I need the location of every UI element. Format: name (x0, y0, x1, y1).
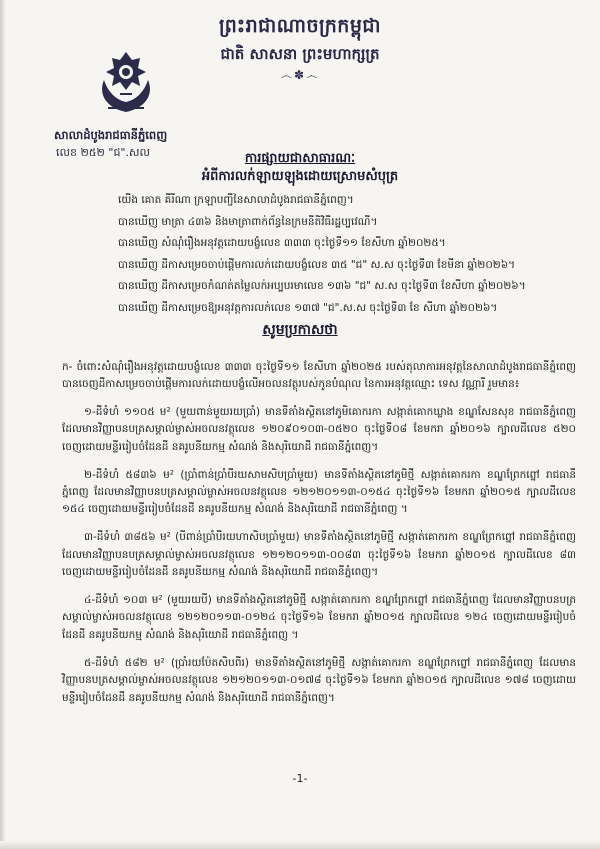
preamble-line: បានឃើញ ដីកាសម្រេចកំណត់តម្លៃលក់អប្បបរមាលេខ ១៣៦ "ជ" ស.ស ចុះថ្ងៃទី៣ ខែសីហា ឆ្នាំ២០២៦។ (118, 280, 526, 293)
issuing-court-name: សាលាដំបូងរាជធានីភ្នំពេញ (54, 128, 168, 142)
document-body (62, 348, 576, 711)
reference-number: លេខ ២៥២ "ជ".សល (56, 146, 150, 159)
property-item: ២-ដីទំហំ ៥៨៣៦ ម² (ប្រាំពាន់ប្រាំបីរយសាមសិបប្រាំមួយ) មានទីតាំងស្ថិតនៅភូមិថ្មី សង្កាត់គោករកា ខណ្ឌព្រែកព្នៅ រាជធានីភ្នំពេញ ដែលមានវិញ្ញាបនបត្រសម្គាល់ម្ចាស់អចលនវត្ថុលេខ ១២១២០១១៣-០១៥៤ ចុះថ្ងៃទី១៦ ខែមករា ឆ្នាំ២០១៥ ក្បាលដីលេខ ១៥៤ ចេញដោយមន្ទីររៀបចំដែនដី នគរូបនីយកម្ម សំណង់ និងសុរិយោដី រាជធានីភ្នំពេញ ។ (62, 468, 576, 516)
property-item: ៤-ដីទំហំ ១០៣ ម² (មួយរយបី) មានទីតាំងស្ថិតនៅភូមិថ្មី សង្កាត់គោករកា ខណ្ឌព្រែកព្នៅ រាជធានីភ្នំពេញ ដែលមានវិញ្ញាបនបត្រសម្គាល់ម្ចាស់អចលនវត្ថុលេខ ១២១២០១១៣-០១២៤ ចុះថ្ងៃទី១៦ ខែមករា ឆ្នាំ២០១៥ ក្បាលដីលេខ ១២៤ ចេញដោយមន្ទីររៀបចំដែនដី នគរូបនីយកម្ម សំណង់ និងសុរិយោដី រាជធានីភ្នំពេញ ។ (62, 593, 576, 641)
announcement-heading: សូមប្រកាសថា (262, 322, 338, 338)
preamble-line: បានឃើញ មាត្រា ៤៣៦ និងមាត្រាពាក់ព័ន្ធនៃក្រមនីតិវិធីរដ្ឋប្បវេណី។ (118, 215, 378, 228)
body-paragraph: ក- ចំពោះសំណុំរឿងអនុវត្តដោយបង្ខំលេខ ៣៣៣ ចុះថ្ងៃទី១១ ខែសីហា ឆ្នាំ២០២៥ របស់តុលាការអនុវត្តនៃសាលាដំបូងរាជធានីភ្នំពេញ បានចេញដីកាសម្រេចចាប់ផ្តើមការលក់ដោយបង្ខំលើអចលនវត្ថុរបស់កូនបំណុល នៃការអនុវត្តឈ្មោះ ទេស វណ្ណារី រួមមាន៖ (62, 360, 576, 390)
property-item: ១-ដីទំហំ ១១០៥ ម² (មួយពាន់មួយរយប្រាំ) មានទីតាំងស្ថិតនៅភូមិគោករកា សង្កាត់គោកឃ្លាង ខណ្ឌសែនសុខ រាជធានីភ្នំពេញ ដែលមានវិញ្ញាបនបត្រសម្គាល់ម្ចាស់អចលនវត្ថុលេខ ១២០៩០១០៣-០៥២០ ចុះថ្ងៃទី០៨ ខែមករា ឆ្នាំ២០១៦ ក្បាលដីលេខ ៥២០ ចេញដោយមន្ទីររៀបចំដែនដី នគរូបនីយកម្ម សំណង់ និងសុរិយោដី រាជធានីភ្នំពេញ។ (62, 405, 576, 453)
national-motto: ជាតិ សាសនា ព្រះមហាក្សត្រ (220, 45, 380, 63)
preamble-list (118, 190, 570, 320)
preamble-line: បានឃើញ សំណុំរឿងអនុវត្តដោយបង្ខំលេខ ៣៣៣ ចុះថ្ងៃទី១១ ខែសីហា ឆ្នាំ២០២៥។ (118, 237, 446, 250)
page-number: -1- (292, 772, 308, 785)
property-item: ៣-ដីទំហំ ៣៨៥៦ ម² (បីពាន់ប្រាំបីរយហាសិបប្រាំមួយ) មានទីតាំងស្ថិតនៅភូមិថ្មី សង្កាត់គោករកា ខណ្ឌព្រែកព្នៅ រាជធានីភ្នំពេញ ដែលមានវិញ្ញាបនបត្រសម្គាល់ម្ចាស់អចលនវត្ថុលេខ ១២១២០១១៣-០០៨៣ ចុះថ្ងៃទី១៦ ខែមករា ឆ្នាំ២០១៥ ក្បាលដីលេខ ៨៣ ចេញដោយមន្ទីររៀបចំដែនដី នគរូបនីយកម្ម សំណង់ និងសុរិយោដី រាជធានីភ្នំពេញ។ (62, 531, 576, 579)
document-header (0, 14, 600, 83)
kingdom-heading: ព្រះរាជាណាចក្រកម្ពុជា (219, 15, 381, 37)
preamble-line: បានឃើញ ដីកាសម្រេចឱ្យអនុវត្តការលក់លេខ ១៣៧ "ជ".ស.ស ចុះថ្ងៃទី៣ ខែ សីហា ឆ្នាំ២០២៦។ (118, 301, 498, 314)
document-subtitle: អំពីការលក់ឡាយឡុងដោយស្រោមសំបុត្រ (201, 169, 399, 184)
document-title: ការផ្សាយជាសាធារណៈ (244, 151, 356, 166)
header-ornament: ෴✽෴ (280, 68, 320, 82)
preamble-line: បានឃើញ ដីកាសម្រេចចាប់ផ្តើមការលក់ដោយបង្ខំលេខ ៣៥ "ជ" ស.ស ចុះថ្ងៃទី៣ ខែមីនា ឆ្នាំ២០២៦។ (118, 258, 516, 271)
royal-emblem-icon (94, 50, 158, 116)
property-item: ៥-ដីទំហំ ៥៨២ ម² (ប្រាំរយប៉ែតសិបពីរ) មានទីតាំងស្ថិតនៅភូមិថ្មី សង្កាត់គោករកា ខណ្ឌព្រែកព្នៅ រាជធានីភ្នំពេញ ដែលមានវិញ្ញាបនបត្រសម្គាល់ម្ចាស់អចលនវត្ថុលេខ ១២១២០១១៣-០១៧៨ ចុះថ្ងៃទី១៦ ខែមករា ឆ្នាំ២០១៥ ក្បាលដីលេខ ១៧៨ ចេញដោយមន្ទីររៀបចំដែនដី នគរូបនីយកម្ម សំណង់ និងសុរិយោដី រាជធានីភ្នំពេញ។ (62, 656, 576, 704)
preamble-line: យើង គោត គីរីណា ក្រឡាបញ្ជីនៃសាលាដំបូងរាជធានីភ្នំពេញ។ (118, 194, 354, 206)
